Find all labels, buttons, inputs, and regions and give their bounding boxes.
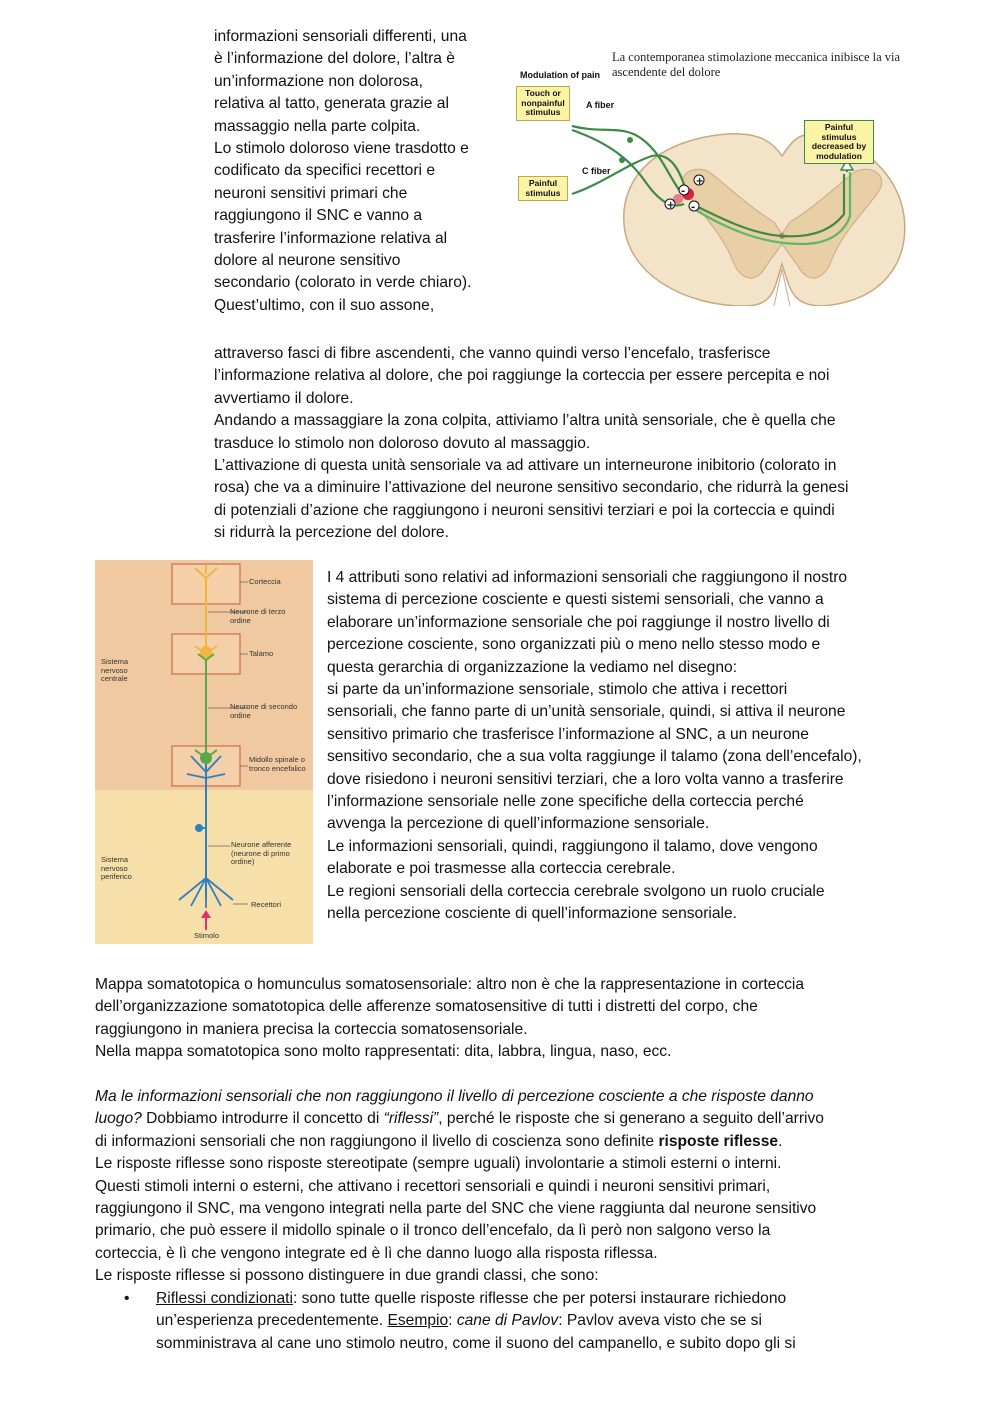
- text-line: dolore al neurone sensitivo: [214, 252, 401, 270]
- reflex-list: [95, 1288, 925, 1355]
- text-line: secondario (colorato in verde chiaro).: [214, 274, 472, 292]
- text-line: codificato da specifici recettori e: [214, 162, 436, 180]
- text-line: primario, che può essere il midollo spinale o il tronco dell’encefalo, da lì però non salgono verso la: [95, 1222, 771, 1240]
- text-line: [95, 1108, 915, 1130]
- text-span: di informazioni sensoriali che non raggiungono il livello di coscienza sono definite: [95, 1132, 659, 1150]
- label-sistema-periferico: Sistema nervoso periferico: [101, 855, 132, 881]
- sensory-hierarchy-figure: [95, 560, 313, 944]
- text-line: raggiungono il SNC, ma vengono integrati nella parte del SNC che viene raggiunta dal neurone sensitivo: [95, 1200, 817, 1218]
- text-line: relativa al tatto, generata grazie al: [214, 95, 449, 113]
- text-line: Le regioni sensoriali della corteccia cerebrale svolgono un ruolo cruciale: [327, 882, 825, 900]
- text-line: elaborate e poi trasmesse alla corteccia cerebrale.: [327, 860, 676, 878]
- a-fiber-label: A fiber: [586, 100, 615, 110]
- text-span: , perché le risposte che si generano a seguito dell’arrivo: [438, 1110, 824, 1128]
- italic-question-end: luogo?: [95, 1110, 142, 1128]
- text-line: raggiungono il SNC e vanno a: [214, 207, 423, 225]
- bullet-marker: •: [124, 1290, 130, 1307]
- label-recettori: Recettori: [251, 900, 282, 909]
- label-neurone-secondo: Neurone di secondo ordine: [230, 702, 298, 720]
- figure-caption: La contemporanea stimolazione meccanica inibisce la via ascendente del dolore: [612, 50, 901, 79]
- paragraph-pain-pathway: [214, 343, 914, 545]
- text-line: avvenga la percezione di quell’informazione sensoriale.: [327, 815, 710, 833]
- example-label: Esempio: [387, 1312, 449, 1330]
- text-line: questa gerarchia di organizzazione la vediamo nel disegno:: [327, 658, 738, 676]
- text-line: Questi stimoli interni o esterni, che attivano i recettori sensoriali e quindi i neuroni sensitivi primari,: [95, 1177, 771, 1195]
- text-line: Mappa somatotopica o homunculus somatosensoriale: altro non è che la rappresentazione in corteccia: [95, 976, 805, 993]
- text-line: dell’organizzazione somatotopica delle afferenze somatosensitive di tutti i distretti del corpo, che: [95, 998, 758, 1016]
- svg-text:-: -: [691, 202, 696, 213]
- c-fiber-label: C fiber: [582, 166, 611, 176]
- text-line: si parte da un’informazione sensoriale, stimolo che attiva i recettori: [327, 681, 788, 699]
- text-line: [156, 1288, 925, 1310]
- text-line: un’informazione non dolorosa,: [214, 72, 423, 90]
- label-stimolo: Stimolo: [194, 931, 220, 940]
- text-line: elaborare un’informazione sensoriale che poi raggiunge il nostro livello di: [327, 613, 830, 631]
- text-line: sensoriali, che fanno parte di un’unità sensoriale, quindi, si attiva il neurone: [327, 703, 846, 721]
- label-sistema-centrale: Sistema nervoso centrale: [101, 657, 129, 683]
- text-line: percezione cosciente, sono organizzati più o meno nello stesso modo e: [327, 636, 821, 654]
- text-line: attraverso fasci di fibre ascendenti, che vanno quindi verso l’encefalo, trasferisce: [214, 345, 771, 362]
- text-span: un’esperienza precedentemente.: [156, 1312, 388, 1330]
- intro-text: [214, 26, 514, 317]
- bold-term: risposte riflesse: [658, 1132, 779, 1150]
- text-span: : sono tutte quelle risposte riflesse che per potersi instaurare richiedono: [292, 1290, 787, 1307]
- text-line: [95, 1131, 915, 1153]
- text-line: Quest’ultimo, con il suo assone,: [214, 296, 435, 314]
- text-line: sistema di percezione cosciente e questi sistemi sensoriali, che vanno a: [327, 591, 824, 609]
- text-line: neuroni sensitivi primari che: [214, 184, 408, 202]
- italic-example: cane di Pavlov: [456, 1312, 559, 1330]
- text-span: Dobbiamo introdurre il concetto di: [141, 1110, 384, 1128]
- text-line: si ridurrà la percezione del dolore.: [214, 524, 449, 542]
- text-line: sensitivo primario che trasferisce l’informazione al SNC, a un neurone: [327, 725, 809, 743]
- paragraph-hierarchy: [327, 567, 927, 926]
- text-line: sensitivo secondario, che a sua volta raggiunge il talamo (zona dell’encefalo),: [327, 748, 862, 766]
- decreased-stimulus-box: Painful stimulus decreased by modulation: [804, 120, 874, 164]
- text-line: informazioni sensoriali differenti, una: [214, 28, 467, 45]
- text-line: corteccia, è lì che vengono integrate ed è lì che danno luogo alla risposta riflessa.: [95, 1244, 658, 1262]
- text-line: massaggio nella parte colpita.: [214, 117, 421, 135]
- text-line: raggiungono in maniera precisa la corteccia somatosensoriale.: [95, 1020, 528, 1038]
- touch-stimulus-box: Touch or nonpainful stimulus: [516, 86, 570, 121]
- text-line: Lo stimolo doloroso viene trasdotto e: [214, 140, 469, 158]
- svg-text:-: -: [681, 186, 686, 197]
- text-line: I 4 attributi sono relativi ad informazioni sensoriali che raggiungono il nostro: [327, 569, 848, 586]
- bullet-term: Riflessi condizionati: [156, 1290, 293, 1307]
- label-neurone-afferente: Neurone afferente (neurone di primo ordine): [231, 840, 292, 866]
- text-line: trasduce lo stimolo non doloroso dovuto al massaggio.: [214, 434, 591, 452]
- painful-stimulus-box: Painful stimulus: [518, 176, 568, 201]
- text-line: nella percezione cosciente di quell’informazione sensoriale.: [327, 905, 738, 923]
- svg-text:+: +: [666, 200, 675, 211]
- text-line: l’informazione relativa al dolore, che poi raggiunge la corteccia per essere percepita e noi: [214, 367, 830, 385]
- label-neurone-terzo: Neurone di terzo ordine: [230, 607, 286, 625]
- text-line: di potenziali d’azione che raggiungono i neuroni sensitivi terziari e poi la corteccia e quindi: [214, 501, 835, 519]
- list-item: [95, 1288, 925, 1355]
- text-line: l’informazione sensoriale nelle zone specifiche della corteccia perché: [327, 793, 804, 811]
- pain-modulation-figure: [512, 44, 910, 306]
- text-line: trasferire l’informazione relativa al: [214, 229, 448, 247]
- paragraph-homunculus: [95, 974, 915, 1064]
- text-line: avvertiamo il dolore.: [214, 389, 354, 407]
- label-talamo: Talamo: [249, 649, 274, 658]
- text-line: Nella mappa somatotopica sono molto rappresentati: dita, labbra, lingua, naso, ecc.: [95, 1043, 672, 1061]
- spinal-cord-diagram: [512, 44, 910, 306]
- svg-text:+: +: [695, 176, 704, 187]
- label-corteccia: Corteccia: [249, 577, 281, 586]
- text-span: : Pavlov aveva visto che se si: [558, 1312, 762, 1330]
- text-line: somministrava al cane uno stimolo neutro, come il suono del campanello, e subito dopo gli si: [156, 1334, 796, 1352]
- text-line: [95, 1086, 915, 1108]
- modulation-title: Modulation of pain: [520, 70, 600, 80]
- text-line: dove risiedono i neuroni sensitivi terziari, che a loro volta vanno a trasferire: [327, 770, 844, 788]
- text-line: rosa) che va a diminuire l’attivazione del neurone sensitivo secondario, che ridurrà la genesi: [214, 479, 849, 497]
- text-span: :: [448, 1312, 457, 1330]
- italic-question: Ma le informazioni sensoriali che non raggiungono il livello di percezione cosciente a che risposte danno: [95, 1088, 814, 1105]
- text-line: Le informazioni sensoriali, quindi, raggiungono il talamo, dove vengono: [327, 837, 818, 855]
- text-line: Andando a massaggiare la zona colpita, attiviamo l’altra unità sensoriale, che è quella che: [214, 412, 836, 430]
- paragraph-reflexes: [95, 1086, 915, 1288]
- italic-term: “riflessi”: [383, 1110, 439, 1128]
- text-line: Le risposte riflesse si possono distinguere in due grandi classi, che sono:: [95, 1267, 599, 1285]
- text-line: Le risposte riflesse sono risposte stereotipate (sempre uguali) involontarie a stimoli esterni o interni.: [95, 1155, 782, 1173]
- text-line: [156, 1310, 925, 1332]
- text-span: .: [778, 1132, 783, 1150]
- text-line: è l’informazione del dolore, l’altra è: [214, 50, 455, 68]
- text-line: L’attivazione di questa unità sensoriale va ad attivare un interneurone inibitorio (colorato in: [214, 457, 837, 475]
- label-midollo: Midollo spinale o tronco encefalico: [249, 755, 306, 773]
